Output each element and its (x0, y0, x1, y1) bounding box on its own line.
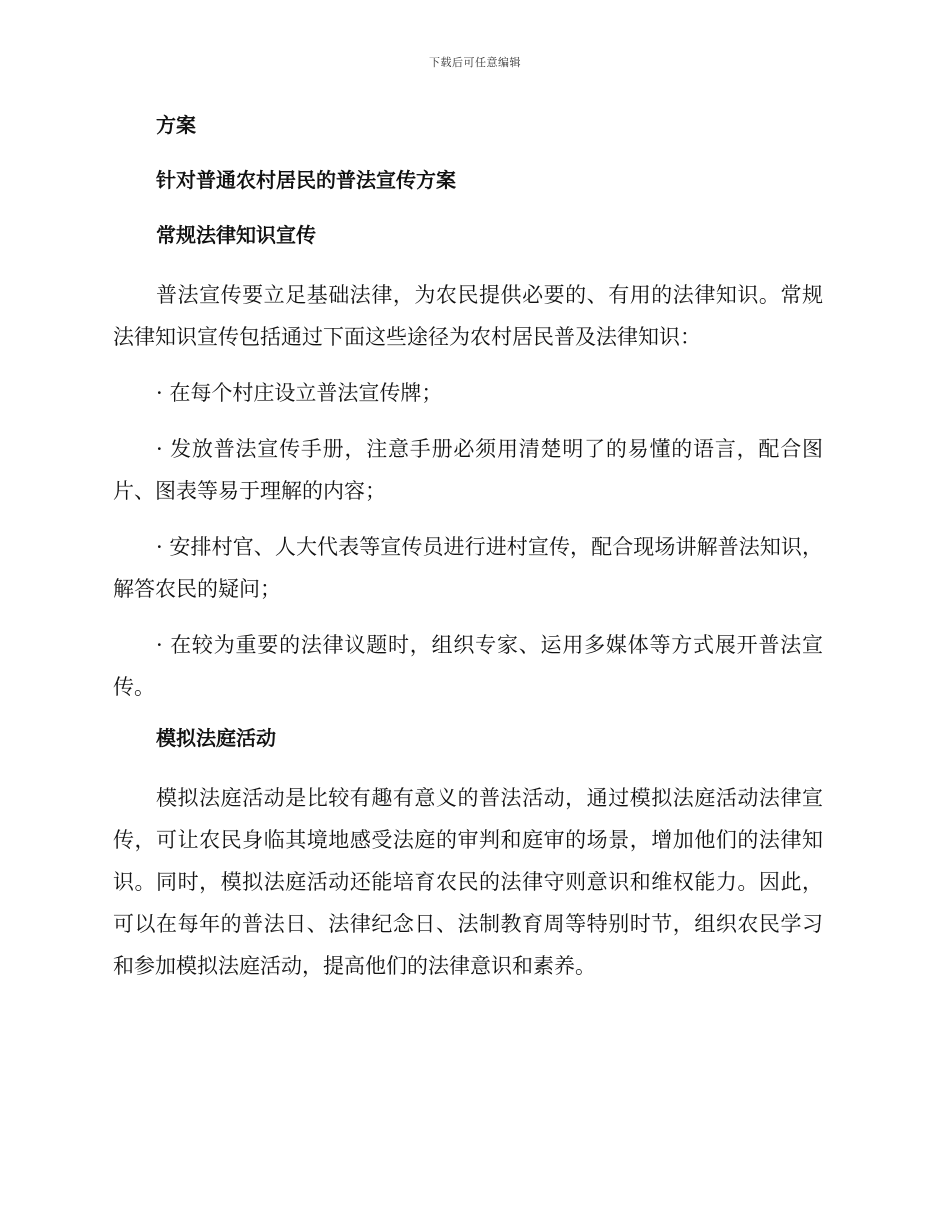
heading-plan: 方案 (156, 113, 196, 137)
page-header-note: 下载后可任意编辑 (429, 56, 521, 69)
bullet-item: · 发放普法宣传手册，注意手册必须用清楚明了的易懂的语言，配合图片、图表等易于理解的内容； (113, 437, 823, 503)
paragraph-intro: 普法宣传要立足基础法律，为农民提供必要的、有用的法律知识。常规法律知识宣传包括通过下面这些途径为农村居民普及法律知识： (113, 283, 823, 349)
heading-mock-court: 模拟法庭活动 (156, 726, 276, 750)
bullet-item: · 在每个村庄设立普法宣传牌； (156, 381, 443, 405)
document-body (113, 109, 823, 1001)
bullet-item: · 在较为重要的法律议题时，组织专家、运用多媒体等方式展开普法宣传。 (113, 633, 823, 699)
heading-regular-legal-knowledge: 常规法律知识宣传 (156, 223, 316, 247)
paragraph-mock-court: 模拟法庭活动是比较有趣有意义的普法活动，通过模拟法庭活动法律宣传，可让农民身临其境地感受法庭的审判和庭审的场景，增加他们的法律知识。同时，模拟法庭活动还能培育农民的法律守则意识和维权能力。因此，可以在每年的普法日、法律纪念日、法制教育周等特别时节，组织农民学习和参加模拟法庭活动，提高他们的法律意识和素养。 (113, 786, 823, 978)
bullet-item: · 安排村官、人大代表等宣传员进行进村宣传，配合现场讲解普法知识，解答农民的疑问； (113, 535, 823, 601)
heading-rural-plan: 针对普通农村居民的普法宣传方案 (156, 168, 456, 192)
